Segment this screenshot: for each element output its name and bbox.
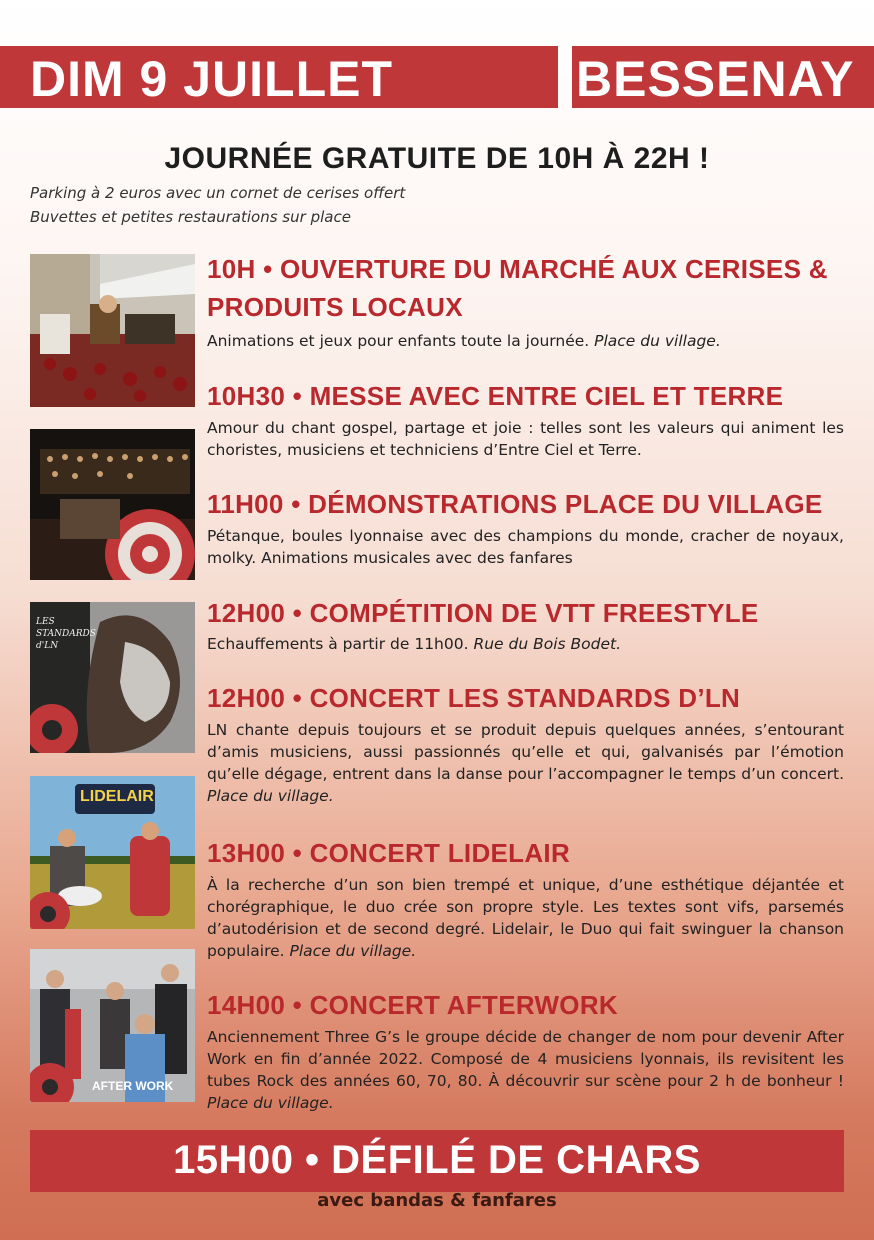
event-place-market: Place du village. — [594, 332, 721, 350]
finale-title: 15H00 • DÉFILÉ DE CHARS — [173, 1138, 701, 1182]
info-parking: Parking à 2 euros avec un cornet de cerises offert — [30, 184, 406, 202]
event-place-standards: Place du village. — [207, 787, 334, 805]
event-desc-vtt — [207, 633, 844, 655]
event-desc-standards — [207, 719, 844, 807]
finale-banner — [30, 1130, 844, 1192]
event-title-standards: 12H00 • CONCERT LES STANDARDS D’LN — [207, 683, 741, 713]
event-desc-market-text: Animations et jeux pour enfants toute la journée. — [207, 332, 595, 350]
event-desc-mass: Amour du chant gospel, partage et joie : telles sont les valeurs qui animent les choristes, musiciens et techniciens d’Entre Ciel et Terre. — [207, 419, 844, 459]
afterwork-photo — [30, 949, 195, 1102]
town-name: BESSENAY — [576, 51, 855, 107]
town-banner — [572, 46, 874, 108]
event-desc-afterwork — [207, 1026, 844, 1114]
event-desc-afterwork-text: Anciennement Three G’s le groupe décide de changer de nom pour devenir After Work en fin d’année 2022. Composé de 4 musiciens lyonnais, ils revisitent les tubes Rock des années 60, 70, 80. À découvrir sur scène pour 2 h de bonheur ! — [207, 1028, 844, 1090]
headline: JOURNÉE GRATUITE DE 10H À 22H ! — [164, 142, 710, 175]
lidelair-photo — [30, 776, 195, 929]
event-title-market-1: 10H • OUVERTURE DU MARCHÉ AUX CERISES & — [207, 254, 828, 284]
event-title-vtt: 12H00 • COMPÉTITION DE VTT FREESTYLE — [207, 598, 759, 628]
date-banner — [0, 46, 558, 108]
lidelair-logo: LIDELAIR — [80, 788, 154, 805]
event-desc-lidelair — [207, 874, 844, 962]
market-photo — [30, 254, 195, 407]
event-desc-demonstrations: Pétanque, boules lyonnaise avec des champions du monde, cracher de noyaux, molky. Animations musicales avec des fanfares — [207, 527, 844, 567]
event-title-demonstrations: 11H00 • DÉMONSTRATIONS PLACE DU VILLAGE — [207, 489, 823, 519]
event-title-market-2: PRODUITS LOCAUX — [207, 292, 463, 322]
standards-logo: LES STANDARDS d'LN — [36, 617, 96, 651]
choir-photo — [30, 429, 195, 580]
event-place-afterwork: Place du village. — [207, 1094, 334, 1112]
event-title-lidelair: 13H00 • CONCERT LIDELAIR — [207, 838, 571, 868]
event-desc-vtt-text: Echauffements à partir de 11h00. — [207, 635, 474, 653]
event-desc-standards-text: LN chante depuis toujours et se produit depuis quelques années, s’entourant d’amis musiciens, aussi passionnés qu’elle et qui, galvanisés par l’émotion qu’elle dégage, entrent dans la danse pour l’accompagner le temps d’un concert. — [207, 721, 844, 783]
event-place-vtt: Rue du Bois Bodet. — [473, 635, 622, 653]
event-date: DIM 9 JUILLET — [30, 51, 394, 107]
info-buvettes: Buvettes et petites restaurations sur place — [30, 208, 351, 226]
finale-subtitle: avec bandas & fanfares — [317, 1190, 557, 1211]
event-desc-market — [207, 330, 844, 352]
event-place-lidelair: Place du village. — [289, 942, 417, 960]
standards-photo — [30, 602, 195, 753]
event-title-mass: 10H30 • MESSE AVEC ENTRE CIEL ET TERRE — [207, 381, 784, 411]
afterwork-caption: AFTER WORK — [92, 1079, 174, 1093]
event-title-afterwork: 14H00 • CONCERT AFTERWORK — [207, 990, 618, 1020]
event-desc-lidelair-text: À la recherche d’un son bien trempé et unique, d’une esthétique déjantée et chorégraphique, le duo crée son propre style. Les textes sont vifs, parsemés d’autodérision et de second degré. Lidelair, le Duo qui fait swinguer la chanson populaire. — [207, 876, 844, 960]
